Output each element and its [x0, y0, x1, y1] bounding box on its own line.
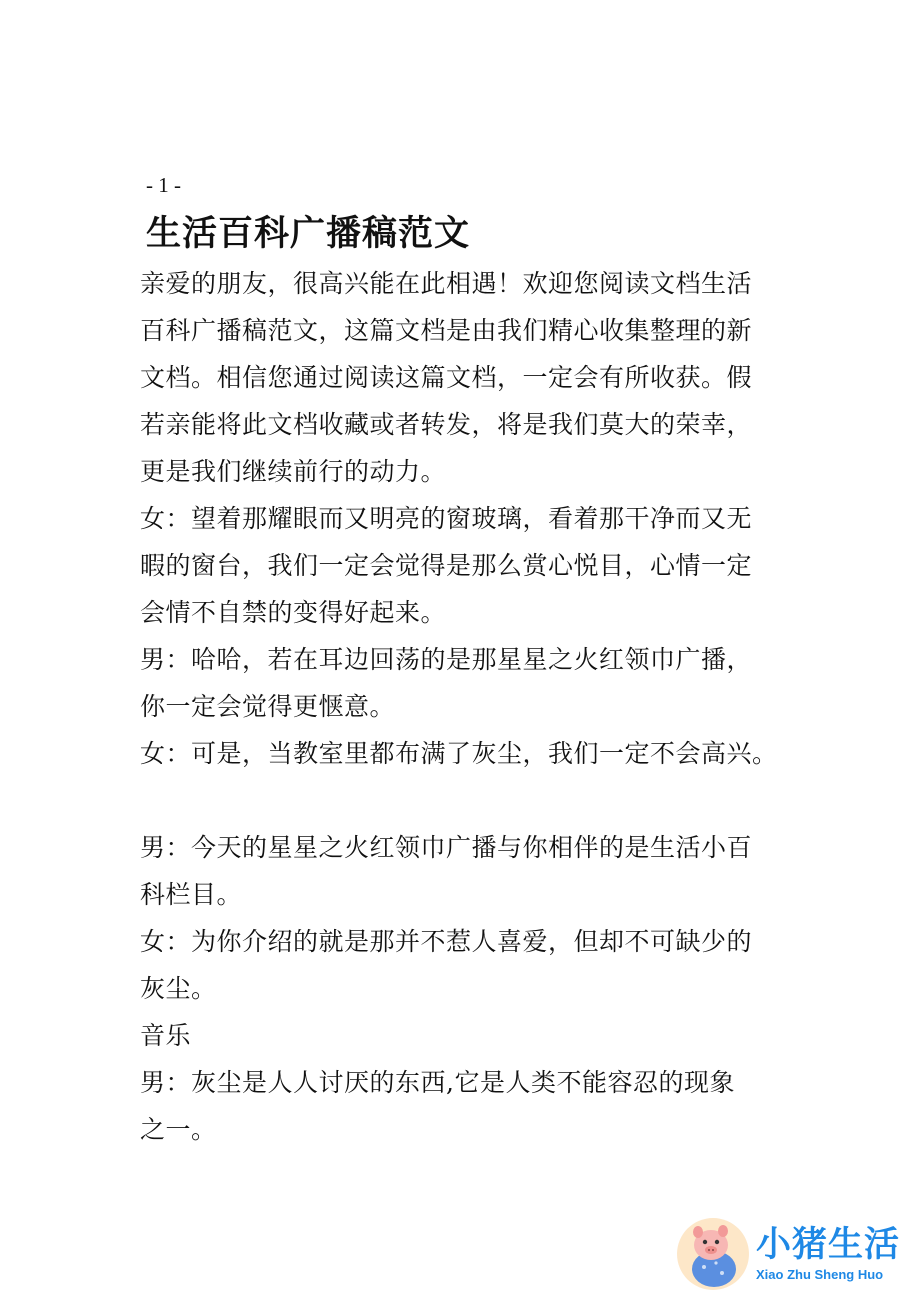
- brand-text: [756, 1225, 900, 1283]
- blank-line: [140, 777, 800, 824]
- paragraph-dialogue: 女：可是，当教室里都布满了灰尘，我们一定不会高兴。: [140, 739, 778, 768]
- paragraph-dialogue: 女：望着那耀眼而又明亮的窗玻璃，看着那干净而又无 暇的窗台，我们一定会觉得是那么赏心悦目，心情一定 会情不自禁的变得好起来。: [140, 504, 753, 627]
- brand-name-cn: 小猪生活: [756, 1225, 901, 1265]
- document-body: [140, 260, 800, 1153]
- pig-mascot-icon: [676, 1217, 750, 1291]
- page-number: - 1 -: [146, 173, 181, 197]
- paragraph-dialogue: 男：灰尘是人人讨厌的东西,它是人类不能容忍的现象 之一。: [140, 1068, 735, 1144]
- paragraph-dialogue: 女：为你介绍的就是那并不惹人喜爱，但却不可缺少的 灰尘。: [140, 927, 753, 1003]
- brand-name-en: Xiao Zhu Sheng Huo: [756, 1267, 884, 1282]
- paragraph-dialogue: 男：今天的星星之火红领巾广播与你相伴的是生活小百 科栏目。: [140, 833, 753, 909]
- paragraph-dialogue: 男：哈哈，若在耳边回荡的是那星星之火红领巾广播， 你一定会觉得更惬意。: [140, 645, 753, 721]
- paragraph-music-cue: 音乐: [140, 1021, 192, 1050]
- document-title: 生活百科广播稿范文: [146, 214, 471, 254]
- brand-watermark: [676, 1212, 912, 1296]
- paragraph-intro: 亲爱的朋友，很高兴能在此相遇！欢迎您阅读文档生活 百科广播稿范文，这篇文档是由我们精心收集整理的新 文档。相信您通过阅读这篇文档，一定会有所收获。假 若亲能将此文档收藏或者转发，将是我们莫大的荣幸， 更是我们继续前行的动力。: [140, 269, 753, 486]
